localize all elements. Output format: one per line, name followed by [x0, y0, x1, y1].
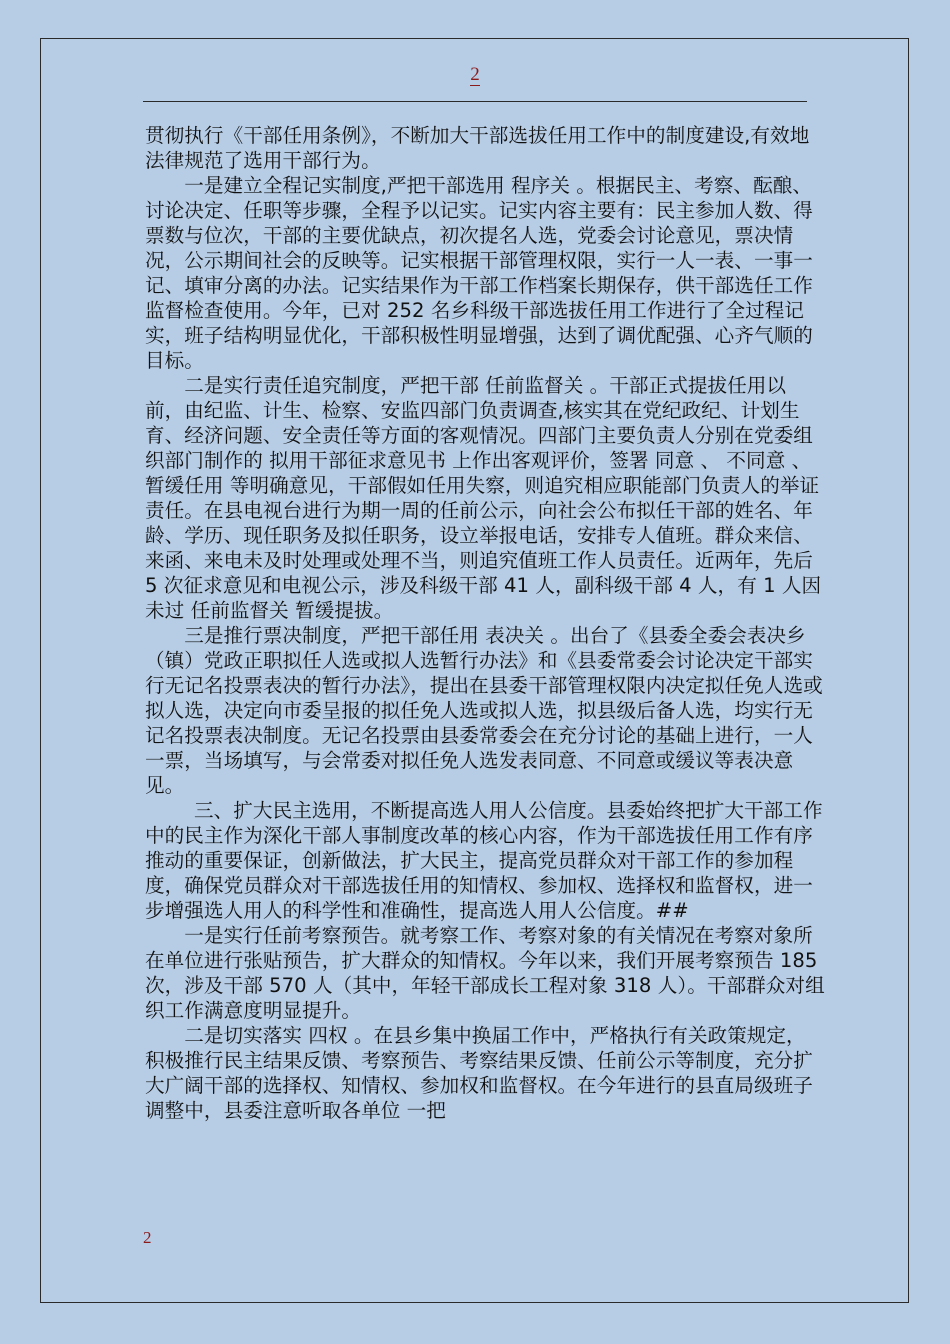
footer-page-number: 2 — [143, 1228, 152, 1247]
header-page-number — [0, 64, 950, 86]
header-page-number-text: 2 — [470, 64, 480, 85]
paragraph-record-system: 一是建立全程记实制度,严把干部选用 程序关 。根据民主、考察、酝酿、讨论决定、任职等步骤，全程予以记实。记实内容主要有：民主参加人数、得票数与位次，干部的主要优缺点，初次提名人选，党委会讨论意见，票决情况，公示期间社会的反映等。记实根据干部管理权限，实行一人一表、一事一记、填审分离的办法。记实结果作为干部工作档案长期保存，供干部选任工作监督检查使用。今年，已对 252 名乡科级干部选拔任用工作进行了全过程记实，班子结构明显优化，干部积极性明显增强，达到了调优配强、心齐气顺的目标。 — [145, 174, 813, 372]
paragraph-voting-system: 三是推行票决制度，严把干部任用 表决关 。出台了《县委全委会表决乡（镇）党政正职拟任人选或拟人选暂行办法》和《县委常委会讨论决定干部实行无记名投票表决的暂行办法》，提出在县委干部管理权限内决定拟任免人选或拟人选，决定向市委呈报的拟任免人选或拟人选，拟县级后备人选，均实行无记名投票表决制度。无记名投票由县委常委会在充分讨论的基础上进行，一人一票，当场填写，与会常委对拟任免人选发表同意、不同意或缓议等表决意见。 — [145, 624, 823, 797]
paragraph-inspection-notice: 一是实行任前考察预告。就考察工作、考察对象的有关情况在考察对象所在单位进行张贴预告，扩大群众的知情权。今年以来，我们开展考察预告 185 次，涉及干部 570 人（其中，年轻干部成长工程对象 318 人）。干部群众对组织工作满意度明显提升。 — [145, 924, 825, 1022]
paragraph-continuation: 贯彻执行《干部任用条例》，不断加大干部选拔任用工作中的制度建设,有效地法律规范了选用干部行为。 — [145, 124, 810, 172]
paragraph-section-three-heading: 三、扩大民主选用，不断提高选人用人公信度。县委始终把扩大干部工作中的民主作为深化干部人事制度改革的核心内容，作为干部选拔任用工作有序推动的重要保证，创新做法，扩大民主，提高党员群众对干部工作的参加程度，确保党员群众对干部选拔任用的知情权、参加权、选择权和监督权，进一步增强选人用人的科学性和准确性，提高选人用人公信度。## — [145, 799, 823, 922]
header-divider — [143, 101, 807, 102]
paragraph-accountability-system: 二是实行责任追究制度，严把干部 任前监督关 。干部正式提拔任用以前，由纪监、计生、检察、安监四部门负责调查,核实其在党纪政纪、计划生育、经济问题、安全责任等方面的客观情况。四部门主要负责人分别在党委组织部门制作的 拟用干部征求意见书 上作出客观评价，签署 同意 、 不同意 、 暂缓任用 等明确意见，干部假如任用失察，则追究相应职能部门负责人的举证责任。在县电视台进行为期一周的任前公示，向社会公布拟任干部的姓名、年龄、学历、现任职务及拟任职务，设立举报电话，安排专人值班。群众来信、来函、来电未及时处理或处理不当，则追究值班工作人员责任。近两年，先后 5 次征求意见和电视公示，涉及科级干部 41 人，副科级干部 4 人，有 1 人因未过 任前监督关 暂缓提拔。 — [145, 374, 822, 622]
document-body — [145, 123, 825, 1123]
paragraph-four-rights: 二是切实落实 四权 。在县乡集中换届工作中，严格执行有关政策规定，积极推行民主结果反馈、考察预告、考察结果反馈、任前公示等制度，充分扩大广阔干部的选择权、知情权、参加权和监督权。在今年进行的县直局级班子调整中，县委注意听取各单位 一把 — [145, 1024, 813, 1122]
